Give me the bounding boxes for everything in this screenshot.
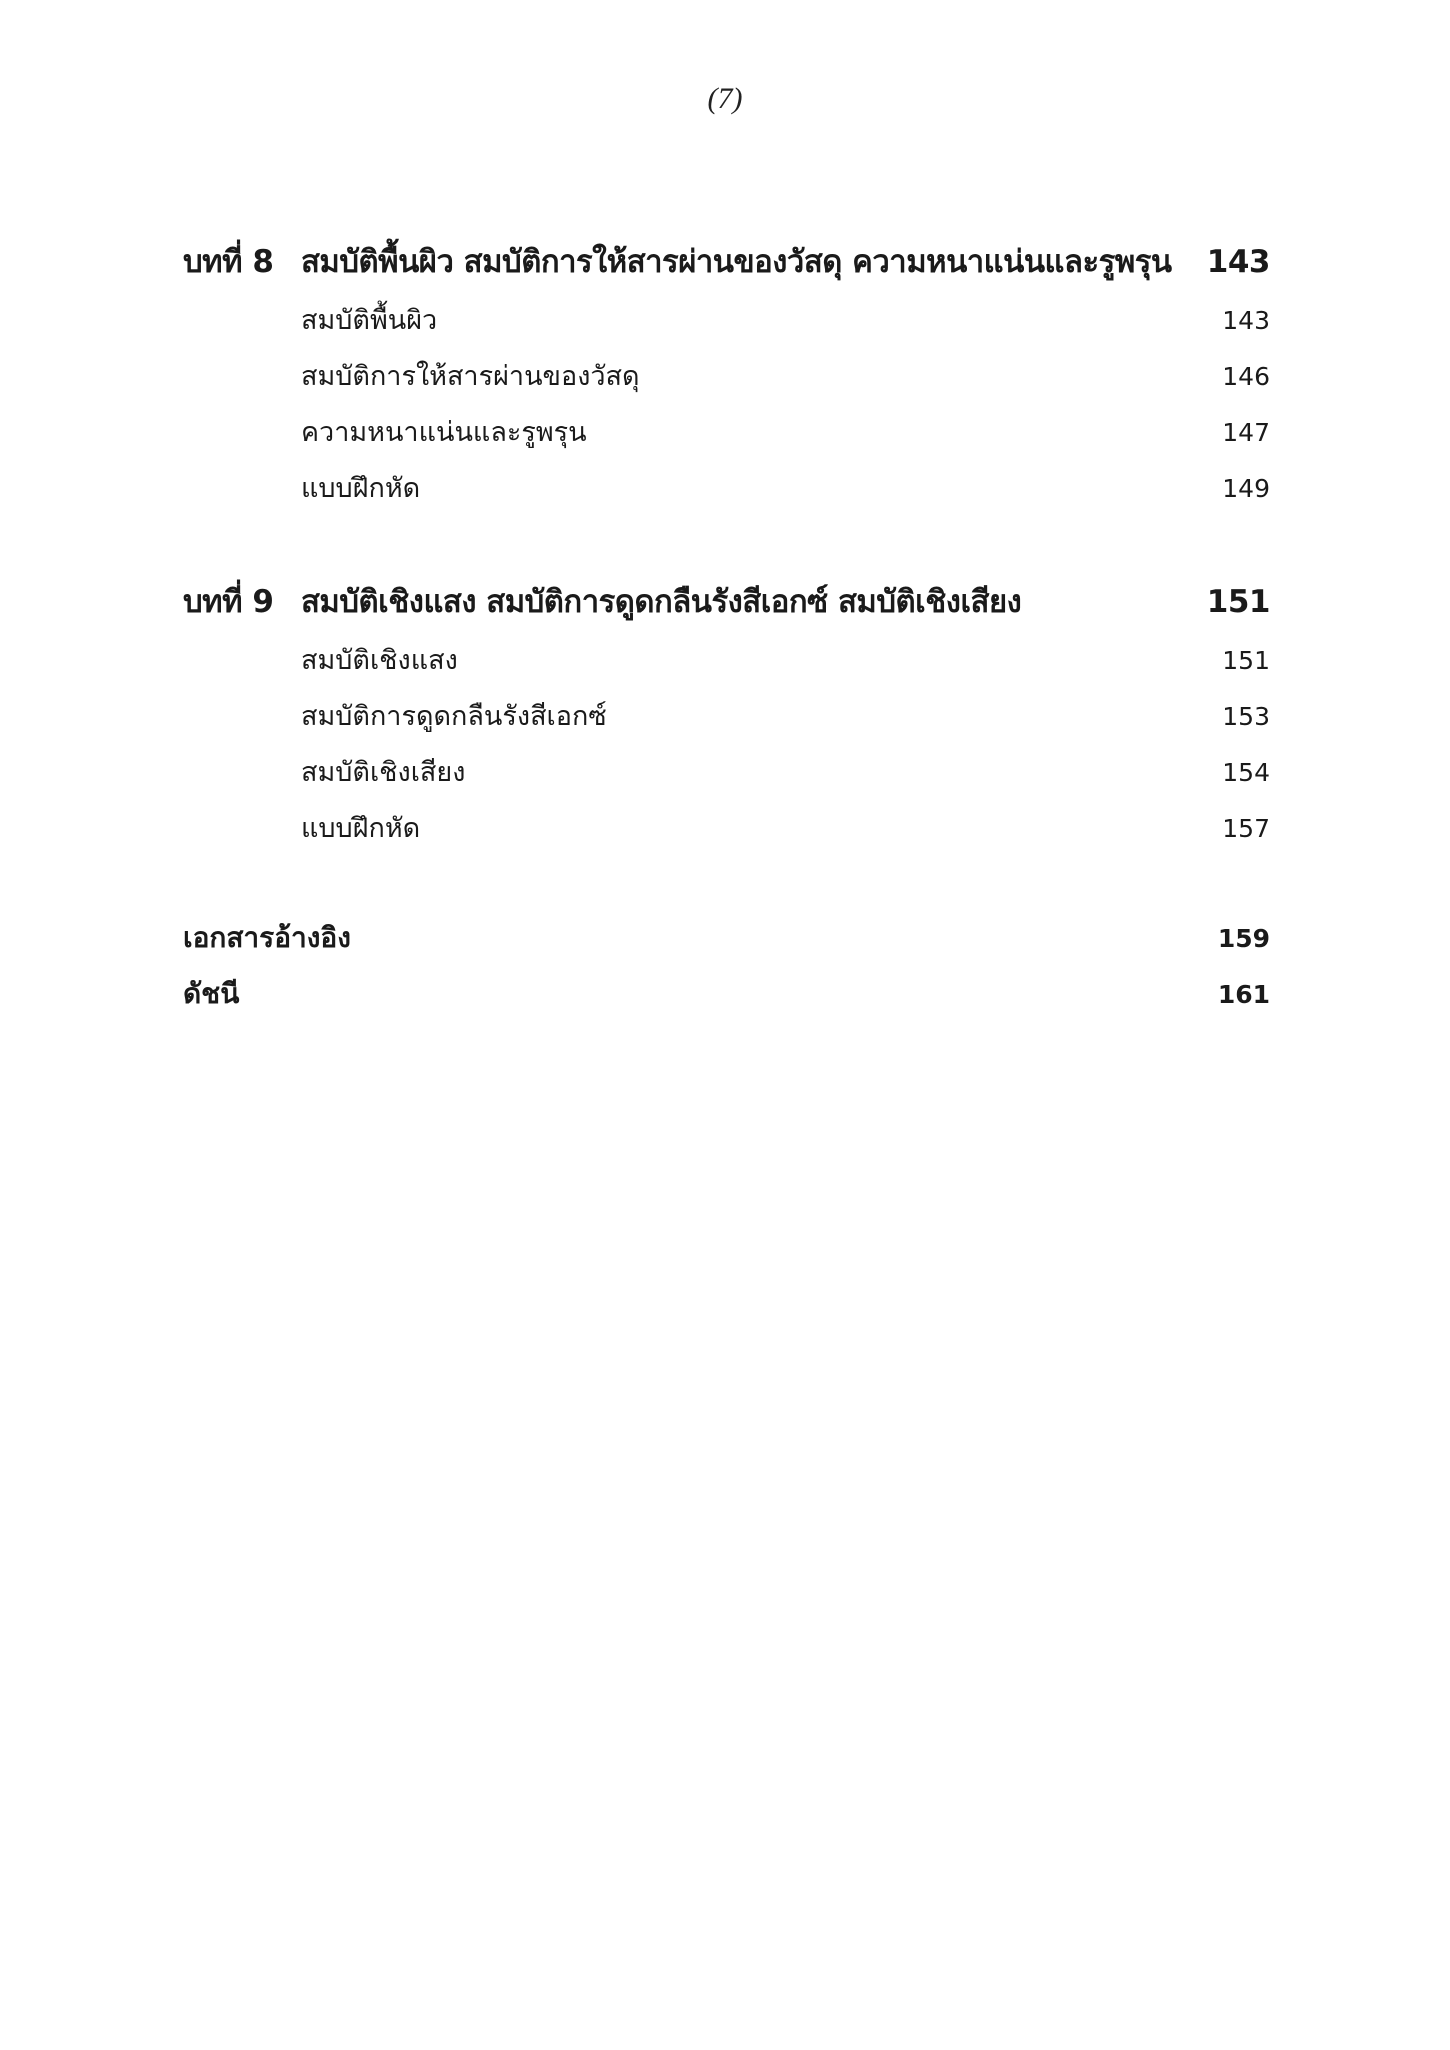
section-title: แบบฝึกหัด	[301, 813, 421, 844]
section-title: แบบฝึกหัด	[301, 473, 421, 504]
chapter-title: สมบัติพื้นผิว สมบัติการให้สารผ่านของวัสดุ ความหนาแน่นและรูพรุน	[301, 244, 1172, 280]
toc-entry[interactable]	[183, 466, 1270, 522]
section-page-number: 143	[1222, 306, 1270, 335]
chapter-page-number: 143	[1206, 244, 1270, 280]
chapter-number: บทที่ 9	[183, 584, 274, 620]
chapter-number: บทที่ 8	[183, 244, 274, 280]
entry-page-number: 161	[1217, 980, 1270, 1009]
chapter-page-number: 151	[1206, 584, 1270, 620]
section-title: ความหนาแน่นและรูพรุน	[301, 417, 587, 448]
table-of-contents	[183, 236, 1270, 1028]
section-page-number: 153	[1222, 702, 1270, 731]
page-number: (7)	[707, 82, 743, 115]
section-page-number: 151	[1222, 646, 1270, 675]
section-page-number: 147	[1222, 418, 1270, 447]
chapter-9-heading[interactable]	[183, 576, 1270, 638]
toc-entry-index[interactable]	[183, 972, 1270, 1028]
section-page-number: 154	[1222, 758, 1270, 787]
spacer	[183, 522, 1270, 576]
section-title: สมบัติพื้นผิว	[301, 305, 438, 336]
section-page-number: 149	[1222, 474, 1270, 503]
toc-entry[interactable]	[183, 298, 1270, 354]
section-title: สมบัติการดูดกลืนรังสีเอกซ์	[301, 701, 607, 732]
chapter-8-heading[interactable]	[183, 236, 1270, 298]
section-title: สมบัติเชิงแสง	[301, 645, 458, 676]
toc-entry[interactable]	[183, 638, 1270, 694]
toc-entry[interactable]	[183, 694, 1270, 750]
toc-entry[interactable]	[183, 750, 1270, 806]
section-title: สมบัติการให้สารผ่านของวัสดุ	[301, 361, 640, 392]
toc-entry[interactable]	[183, 806, 1270, 862]
toc-entry-references[interactable]	[183, 916, 1270, 972]
section-page-number: 146	[1222, 362, 1270, 391]
chapter-title: สมบัติเชิงแสง สมบัติการดูดกลืนรังสีเอกซ์ สมบัติเชิงเสียง	[301, 584, 1022, 620]
toc-entry[interactable]	[183, 410, 1270, 466]
section-page-number: 157	[1222, 814, 1270, 843]
entry-title: เอกสารอ้างอิง	[183, 921, 351, 954]
entry-title: ดัชนี	[183, 977, 240, 1010]
toc-entry[interactable]	[183, 354, 1270, 410]
section-title: สมบัติเชิงเสียง	[301, 757, 466, 788]
spacer	[183, 862, 1270, 916]
entry-page-number: 159	[1217, 924, 1270, 953]
